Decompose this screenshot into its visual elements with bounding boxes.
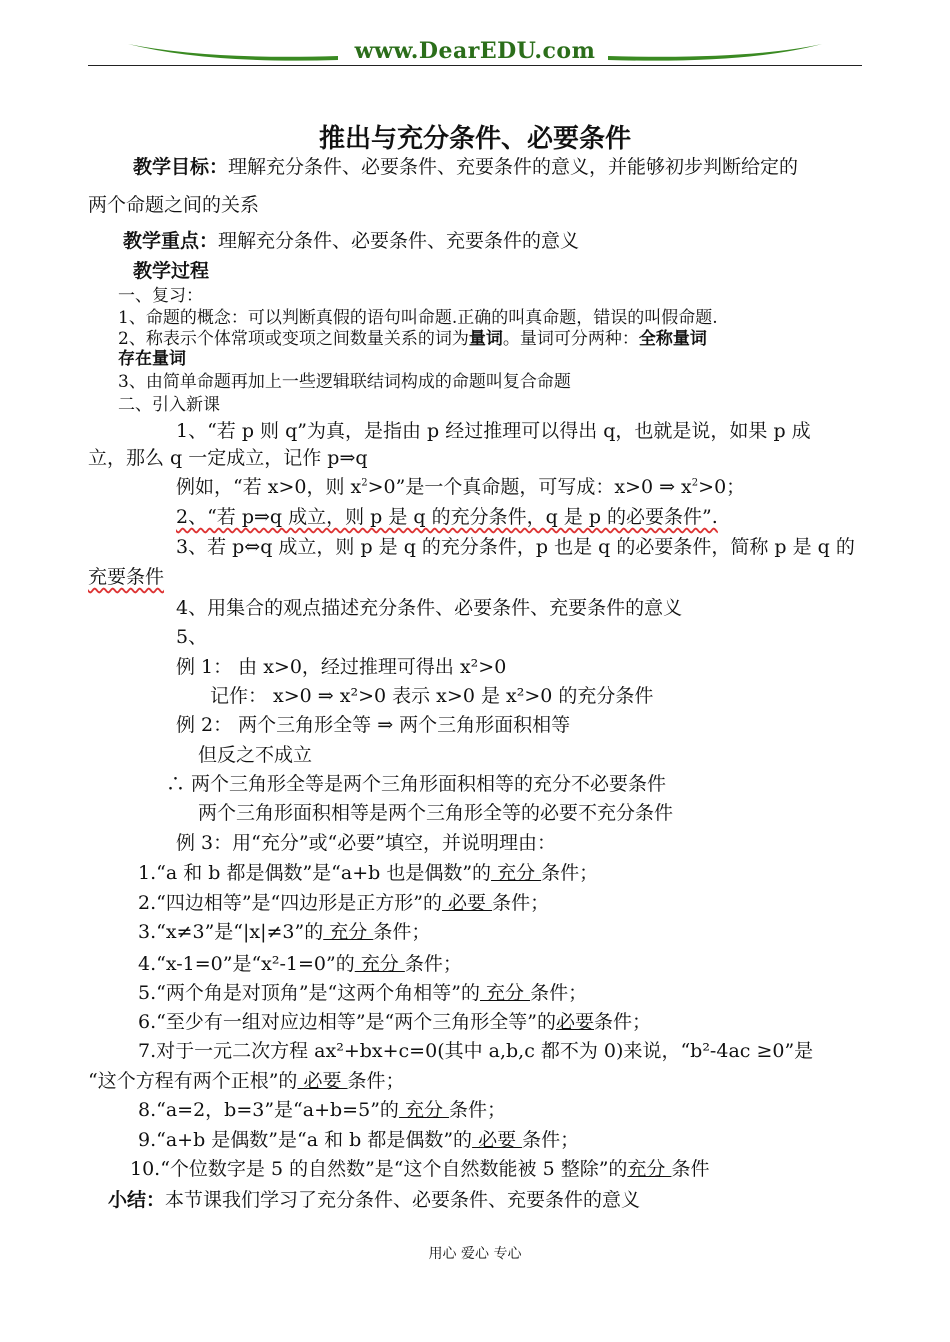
exercise-answer: 必要 xyxy=(441,892,493,914)
review-item-2-text-b: 。量词可分两种： xyxy=(502,329,639,349)
intro-p1b: 立，那么 q 一定成立，记作 p⇒q xyxy=(88,447,368,469)
exercise-answer: 充分 xyxy=(398,1099,450,1121)
intro-p4: 4、用集合的观点描述充分条件、必要条件、充要条件的意义 xyxy=(176,597,683,619)
intro-p1c xyxy=(176,475,745,499)
page-title: 推出与充分条件、必要条件 xyxy=(318,124,631,154)
p1c-sup-b: 2 xyxy=(691,477,699,489)
summary-text: 本节课我们学习了充分条件、必要条件、充要条件的意义 xyxy=(165,1189,641,1211)
review-heading: 一、复习： xyxy=(118,286,203,306)
focus-label: 教学重点： xyxy=(123,230,219,252)
exercise-item xyxy=(138,1128,579,1152)
exercise-item xyxy=(138,891,549,915)
term-universal: 全称量词 xyxy=(638,329,707,349)
exercise-item xyxy=(138,1098,506,1122)
exercise-suffix: 条件； xyxy=(373,921,431,943)
goal-label: 教学目标： xyxy=(133,156,229,178)
exercise-text: 2.“四边相等”是“四边形是正方形”的 xyxy=(138,892,442,914)
focus-text: 理解充分条件、必要条件、充要条件的意义 xyxy=(218,230,580,252)
exercise-suffix: 条件 xyxy=(671,1158,710,1180)
p1c-text: 例如，“若 x>0，则 x xyxy=(176,476,362,498)
intro-p2: 2、“若 p⇒q 成立，则 p 是 q 的充分条件，q 是 p 的必要条件”. xyxy=(176,506,718,528)
summary xyxy=(108,1188,640,1212)
intro-p3b: 充要条件 xyxy=(88,566,165,588)
exercise-answer: 必要 xyxy=(555,1011,594,1033)
header-rule xyxy=(88,65,862,66)
exercise-item xyxy=(138,920,430,944)
exercise-item xyxy=(130,1157,709,1181)
intro-p1a: 1、“若 p 则 q”为真，是指由 p 经过推理可以得出 q，也就是说，如果 p 成 xyxy=(176,420,811,442)
exercise-item xyxy=(88,1069,405,1093)
exercise-suffix: 条件； xyxy=(347,1070,405,1092)
review-item-3: 3、由简单命题再加上一些逻辑联结词构成的命题叫复合命题 xyxy=(118,372,571,392)
exercise-text: 8.“a=2，b=3”是“a+b=5”的 xyxy=(138,1099,399,1121)
exercise-item xyxy=(138,1039,813,1063)
p1c-sup: 2 xyxy=(361,477,368,489)
exercise-item xyxy=(138,952,462,976)
exercise-suffix: 条件； xyxy=(492,892,550,914)
example-2c: ∴ 两个三角形全等是两个三角形面积相等的充分不必要条件 xyxy=(166,773,667,795)
exercise-suffix: 条件； xyxy=(530,982,588,1004)
exercise-suffix: 条件； xyxy=(404,953,462,975)
example-2d: 两个三角形面积相等是两个三角形全等的必要不充分条件 xyxy=(198,802,674,824)
example-2a: 例 2： 两个三角形全等 ⇒ 两个三角形面积相等 xyxy=(176,714,571,736)
exercise-text: 6.“至少有一组对应边相等”是“两个三角形全等”的 xyxy=(138,1011,556,1033)
exercise-text: 1.“a 和 b 都是偶数”是“a+b 也是偶数”的 xyxy=(138,862,492,884)
intro-p3a: 3、若 p⇔q 成立，则 p 是 q 的充分条件，p 也是 q 的必要条件，简称 p 是 q 的 xyxy=(176,536,855,558)
exercise-answer: 充分 xyxy=(354,953,405,975)
p1c-text-c: >0； xyxy=(698,476,746,498)
review-item-2 xyxy=(118,327,707,351)
exercise-item xyxy=(138,981,587,1005)
term-existential: 存在量词 xyxy=(118,349,186,369)
exercise-answer: 必要 xyxy=(297,1070,348,1092)
exercise-text: “这个方程有两个正根”的 xyxy=(88,1070,298,1092)
review-item-1: 1、命题的概念：可以判断真假的语句叫命题.正确的叫真命题，错误的叫假命题. xyxy=(118,308,718,328)
site-header xyxy=(88,30,862,74)
exercise-suffix: 条件； xyxy=(541,862,599,884)
intro-heading: 二、引入新课 xyxy=(118,395,220,415)
exercise-item xyxy=(138,1010,651,1034)
review-item-2-text: 2、称表示个体常项或变项之间数量关系的词为 xyxy=(118,329,469,349)
exercise-answer: 充分 xyxy=(479,982,531,1004)
teaching-goal xyxy=(133,155,798,179)
exercise-suffix: 条件； xyxy=(594,1011,652,1033)
exercise-suffix: 条件； xyxy=(449,1099,507,1121)
intro-p5: 5、 xyxy=(176,626,208,648)
goal-text-cont: 两个命题之间的关系 xyxy=(88,194,260,216)
page-footer: 用心 爱心 专心 xyxy=(428,1246,522,1262)
exercise-text: 9.“a+b 是偶数”是“a 和 b 都是偶数”的 xyxy=(138,1129,473,1151)
exercise-text: 7.对于一元二次方程 ax²+bx+c=0(其中 a,b,c 都不为 0)来说，“b²-4ac ≥0”是 xyxy=(138,1040,814,1062)
teaching-focus xyxy=(123,229,579,253)
exercise-suffix: 条件； xyxy=(522,1129,580,1151)
goal-text: 理解充分条件、必要条件、充要条件的意义，并能够初步判断给定的 xyxy=(228,156,799,178)
example-1b: 记作： x>0 ⇒ x²>0 表示 x>0 是 x²>0 的充分条件 xyxy=(210,685,654,707)
exercise-answer: 充分 xyxy=(627,1158,672,1180)
exercise-answer: 必要 xyxy=(472,1129,523,1151)
term-quantifier: 量词 xyxy=(468,329,503,349)
example-2b: 但反之不成立 xyxy=(198,744,313,766)
example-1a: 例 1： 由 x>0，经过推理可得出 x²>0 xyxy=(176,656,507,678)
p1c-text-b: >0”是一个真命题，可写成：x>0 ⇒ x xyxy=(367,476,692,498)
exercise-text: 3.“x≠3”是“|x|≠3”的 xyxy=(138,921,324,943)
process-heading: 教学过程 xyxy=(133,260,210,282)
exercise-text: 4.“x-1=0”是“x²-1=0”的 xyxy=(138,953,355,975)
site-logo[interactable]: www.DearEDU.com xyxy=(354,38,596,64)
exercise-text: 10.“个位数字是 5 的自然数”是“这个自然数能被 5 整除”的 xyxy=(130,1158,628,1180)
example-3: 例 3：用“充分”或“必要”填空，并说明理由： xyxy=(176,832,556,854)
summary-label: 小结： xyxy=(108,1189,166,1211)
exercise-answer: 充分 xyxy=(323,921,374,943)
exercise-text: 5.“两个角是对顶角”是“这两个角相等”的 xyxy=(138,982,480,1004)
exercise-item xyxy=(138,861,598,885)
exercise-answer: 充分 xyxy=(491,862,542,884)
